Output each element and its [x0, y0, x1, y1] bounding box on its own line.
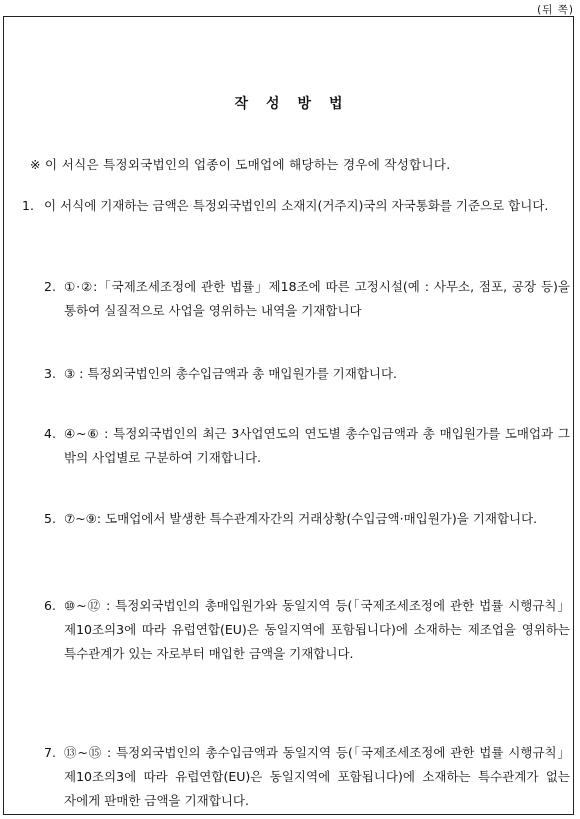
instruction-item-2 [44, 275, 570, 323]
item-number: 6. [44, 598, 56, 613]
item-number: 7. [44, 745, 56, 760]
instruction-item-6 [44, 594, 570, 666]
instruction-item-3 [44, 362, 570, 386]
item-number: 3. [44, 366, 56, 381]
section-title: 작성방법 [234, 96, 361, 112]
item-text: ④~⑥ : 특정외국법인의 최근 3사업연도의 연도별 총수입금액과 총 매입원가를 도매업과 그 밖의 사업별로 구분하여 기재합니다. [64, 426, 570, 465]
instruction-item-7 [44, 741, 570, 813]
instruction-note: ※ 이 서식은 특정외국법인의 업종이 도매업에 해당하는 경우에 작성합니다. [30, 157, 451, 172]
item-number: 1. [22, 198, 34, 213]
instruction-item-4 [44, 422, 570, 470]
item-number: 5. [44, 511, 56, 526]
instruction-item-1 [22, 194, 568, 218]
item-text: ⑬~⑮ : 특정외국법인의 총수입금액과 동일지역 등(「국제조세조정에 관한 법률 시행규칙」제10조의3에 따라 유럽연합(EU)은 동일지역에 포함됩니다)에 소재하는 특수관계가 없는 자에게 판매한 금액을 기재합니다. [64, 745, 570, 808]
item-text: ⑦~⑨: 도매업에서 발생한 특수관계자간의 거래상황(수입금액·매입원가)을 기재합니다. [64, 511, 538, 526]
item-text: ①·②:「국제조세조정에 관한 법률」제18조에 따른 고정시설(예 : 사무소, 점포, 공장 등)을 통하여 실질적으로 사업을 영위하는 내역을 기재합니다 [64, 279, 570, 318]
document-frame [3, 16, 574, 815]
page-side-label: (뒤 쪽) [537, 4, 574, 16]
item-text: ⑩~⑫ : 특정외국법인의 총매입원가와 동일지역 등(「국제조세조정에 관한 법률 시행규칙」제10조의3에 따라 유럽연합(EU)은 동일지역에 포함됩니다)에 소재하는 제조업을 영위하는 특수관계가 있는 자로부터 매입한 금액을 기재합니다. [64, 598, 570, 661]
item-number: 2. [44, 279, 56, 294]
item-text: ③ : 특정외국법인의 총수입금액과 총 매입원가를 기재합니다. [64, 366, 398, 381]
item-number: 4. [44, 426, 56, 441]
item-text: 이 서식에 기재하는 금액은 특정외국법인의 소재지(거주지)국의 자국통화를 기준으로 합니다. [44, 198, 549, 213]
instruction-item-5 [44, 507, 570, 531]
